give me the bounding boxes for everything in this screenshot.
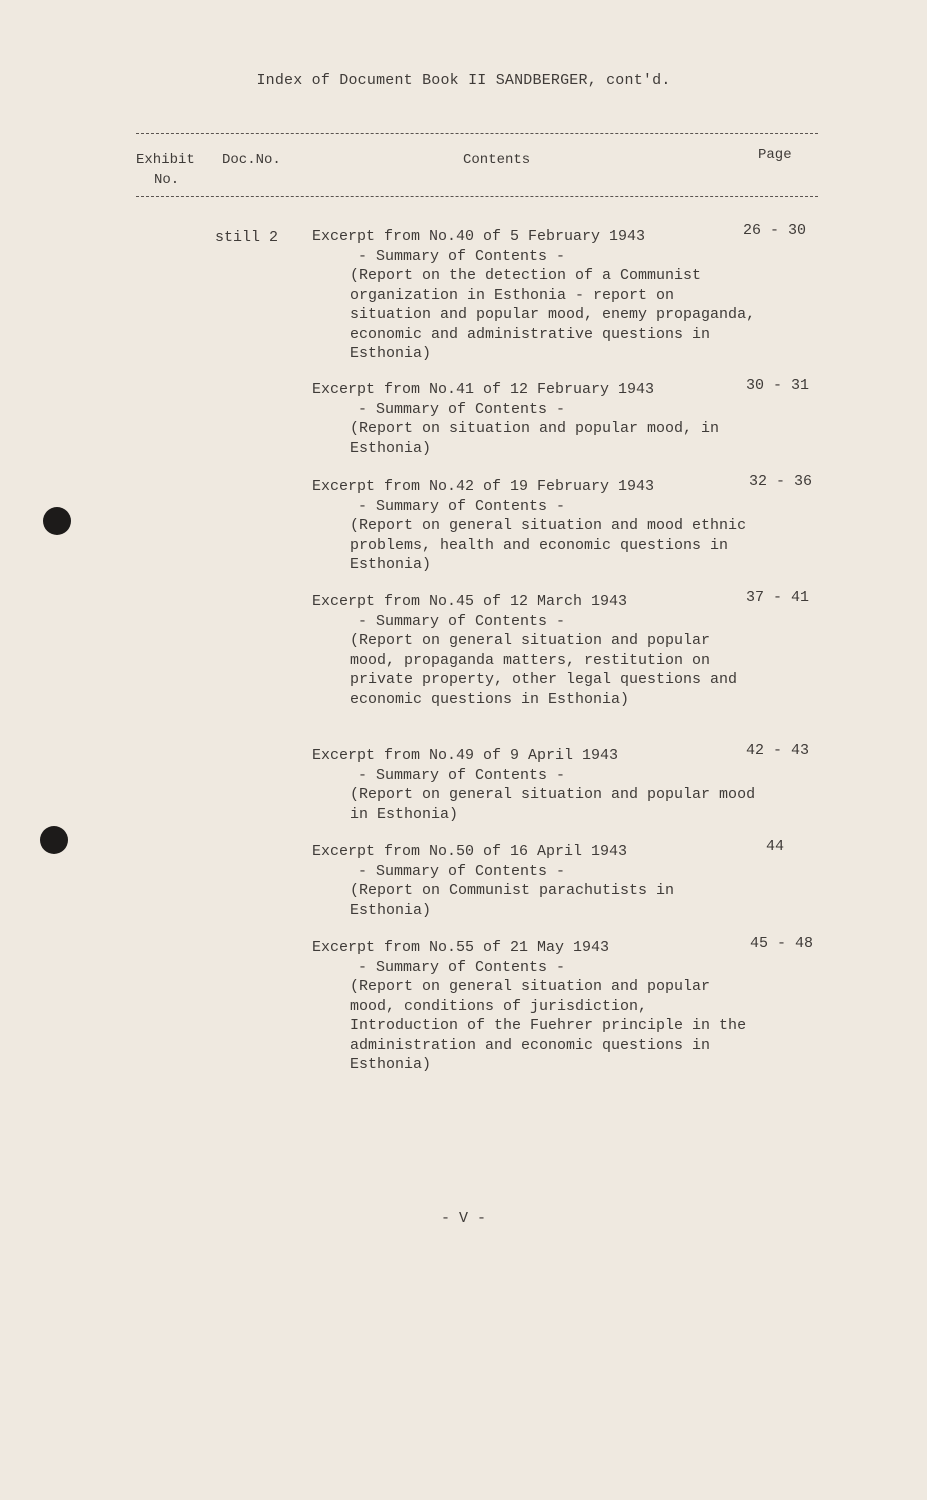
entry-summary-label: - Summary of Contents - [358, 400, 566, 418]
entry-summary-label: - Summary of Contents - [358, 958, 566, 976]
entry-pages: 44 [766, 838, 785, 855]
punch-hole-top [43, 507, 71, 535]
header-page: Page [758, 147, 792, 163]
entry-title: Excerpt from No.40 of 5 February 1943 [312, 228, 646, 245]
entry-title: Excerpt from No.45 of 12 March 1943 [312, 593, 628, 610]
header-contents: Contents [463, 152, 531, 168]
entry-description: (Report on general situation and popular mood in Esthonia) [350, 786, 756, 823]
entry-description: (Report on situation and popular mood, in Esthonia) [350, 420, 720, 457]
entry-title: Excerpt from No.41 of 12 February 1943 [312, 381, 655, 398]
entry-summary-label: - Summary of Contents - [358, 862, 566, 880]
header-exhibit-no: No. [154, 172, 180, 188]
entry-description: (Report on the detection of a Communist organization in Esthonia - report on situation and popular mood, enemy propaganda, economic and administrative questions in Esthonia) [350, 267, 756, 362]
entry-pages: 32 - 36 [749, 473, 813, 490]
entry-summary-label: - Summary of Contents - [358, 612, 566, 630]
index-entry [312, 842, 760, 920]
index-entry [312, 227, 760, 364]
index-entry [312, 746, 760, 824]
page-number: - V - [440, 1210, 486, 1227]
entry-pages: 45 - 48 [750, 935, 814, 952]
header-exhibit: Exhibit No. [136, 152, 195, 188]
entry-title: Excerpt from No.55 of 21 May 1943 [312, 939, 610, 956]
entry-title: Excerpt from No.50 of 16 April 1943 [312, 843, 628, 860]
header-doc-no: Doc.No. [222, 152, 281, 168]
entry-description: (Report on general situation and popular mood, conditions of jurisdiction, Introduction of the Fuehrer principle in the administration and economic questions in Esthonia) [350, 978, 747, 1073]
entry-summary-label: - Summary of Contents - [358, 247, 566, 265]
entry-summary-label: - Summary of Contents - [358, 766, 566, 784]
entry-title: Excerpt from No.49 of 9 April 1943 [312, 747, 619, 764]
entry-title: Excerpt from No.42 of 19 February 1943 [312, 478, 655, 495]
entry-pages: 26 - 30 [743, 222, 807, 239]
index-entry [312, 592, 760, 709]
doc-number: still 2 [215, 229, 279, 246]
entry-summary-label: - Summary of Contents - [358, 497, 566, 515]
entry-pages: 42 - 43 [746, 742, 810, 759]
page-title: Index of Document Book II SANDBERGER, cont'd. [256, 72, 671, 89]
index-entry [312, 938, 760, 1075]
entry-description: (Report on Communist parachutists in Esthonia) [350, 882, 675, 919]
index-entry [312, 380, 760, 458]
index-entry [312, 477, 760, 575]
entry-description: (Report on general situation and mood ethnic problems, health and economic questions in Esthonia) [350, 517, 747, 573]
entry-pages: 30 - 31 [746, 377, 810, 394]
entry-pages: 37 - 41 [746, 589, 810, 606]
header-top-rule [136, 133, 818, 134]
entry-description: (Report on general situation and popular mood, propaganda matters, restitution on private property, other legal questions and economic questions in Esthonia) [350, 632, 738, 708]
header-bottom-rule [136, 196, 818, 197]
punch-hole-bottom [40, 826, 68, 854]
